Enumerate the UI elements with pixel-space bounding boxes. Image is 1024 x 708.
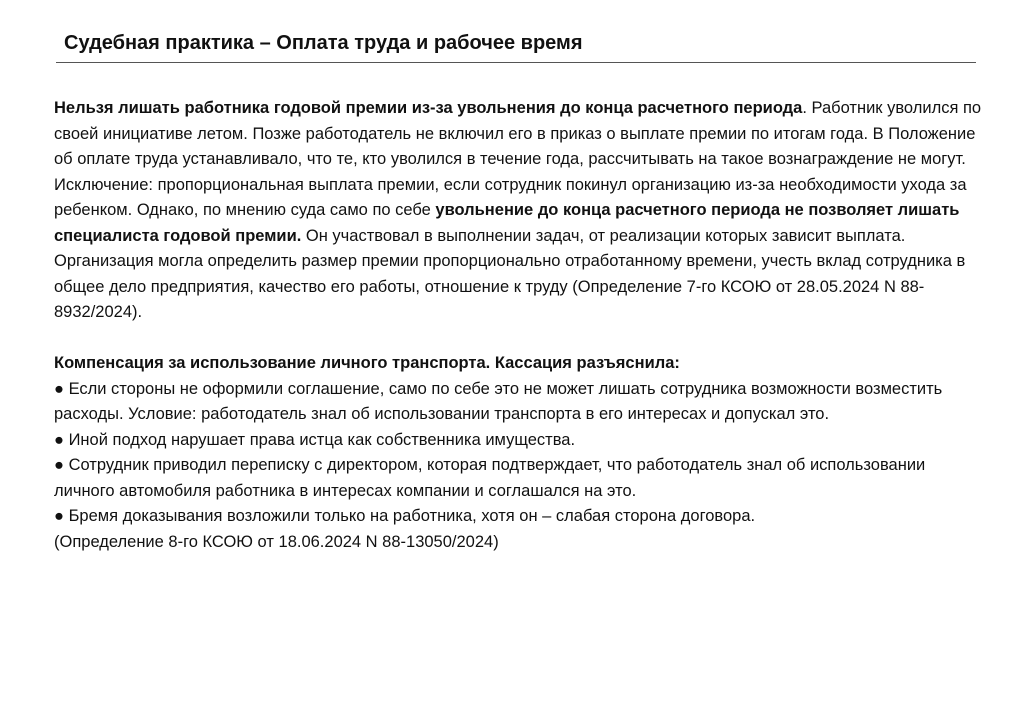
bullet-icon: ● bbox=[54, 430, 64, 449]
document-body bbox=[54, 96, 984, 555]
paragraph-spacer bbox=[54, 326, 984, 352]
section-premium-paragraph bbox=[54, 96, 984, 326]
section-premium-text-1: . Работник уволился по своей инициативе летом. Позже работодатель не включил его в приказ о выплате премии по итогам года. В Положение об оплате труда устанавливало, что те, кто уволился в течение года, рассчитывать на такое вознаграждение не могут. Исключение: пропорциональная выплата премии, если сотрудник покинул организацию из-за необходимости ухода за ребенком. Однако, по мнению суда само по себе bbox=[54, 99, 982, 219]
bullet-item bbox=[54, 428, 984, 454]
section-premium-heading: Нельзя лишать работника годовой премии из-за увольнения до конца расчетного периода bbox=[54, 99, 803, 117]
bullet-text: Иной подход нарушает права истца как собственника имущества. bbox=[68, 430, 576, 449]
bullet-item bbox=[54, 453, 984, 504]
title-divider bbox=[56, 62, 976, 63]
section-transport-citation: (Определение 8-го КСОЮ от 18.06.2024 N 88-13050/2024) bbox=[54, 532, 499, 551]
bullet-icon: ● bbox=[54, 379, 64, 398]
bullet-item bbox=[54, 377, 984, 428]
bullet-icon: ● bbox=[54, 507, 64, 525]
page-title: Судебная практика – Оплата труда и рабочее время bbox=[64, 32, 583, 54]
bullet-item bbox=[54, 504, 984, 530]
section-premium-emphasis: увольнение до конца расчетного периода не позволяет лишать специалиста годовой премии. bbox=[54, 201, 960, 245]
bullet-text: Сотрудник приводил переписку с директором, которая подтверждает, что работодатель знал об использовании личного автомобиля работника в интересах компании и соглашался на это. bbox=[54, 456, 926, 500]
section-transport-heading: Компенсация за использование личного транспорта. Кассация разъяснила: bbox=[54, 354, 680, 372]
bullet-text: Бремя доказывания возложили только на работника, хотя он – слабая сторона договора. bbox=[68, 507, 756, 525]
bullet-text: Если стороны не оформили соглашение, само по себе это не может лишать сотрудника возможности возместить расходы. Условие: работодатель знал об использовании транспорта в его интересах и допускал это. bbox=[54, 379, 943, 423]
section-premium-text-2: Он участвовал в выполнении задач, от реализации которых зависит выплата. Организация могла определить размер премии пропорционально отработанному времени, учесть вклад сотрудника в общее дело предприятия, качество его работы, отношение к труду (Определение 7-го КСОЮ от 28.05.2024 N 88-8932/2024). bbox=[54, 226, 966, 321]
bullet-icon: ● bbox=[54, 456, 64, 474]
